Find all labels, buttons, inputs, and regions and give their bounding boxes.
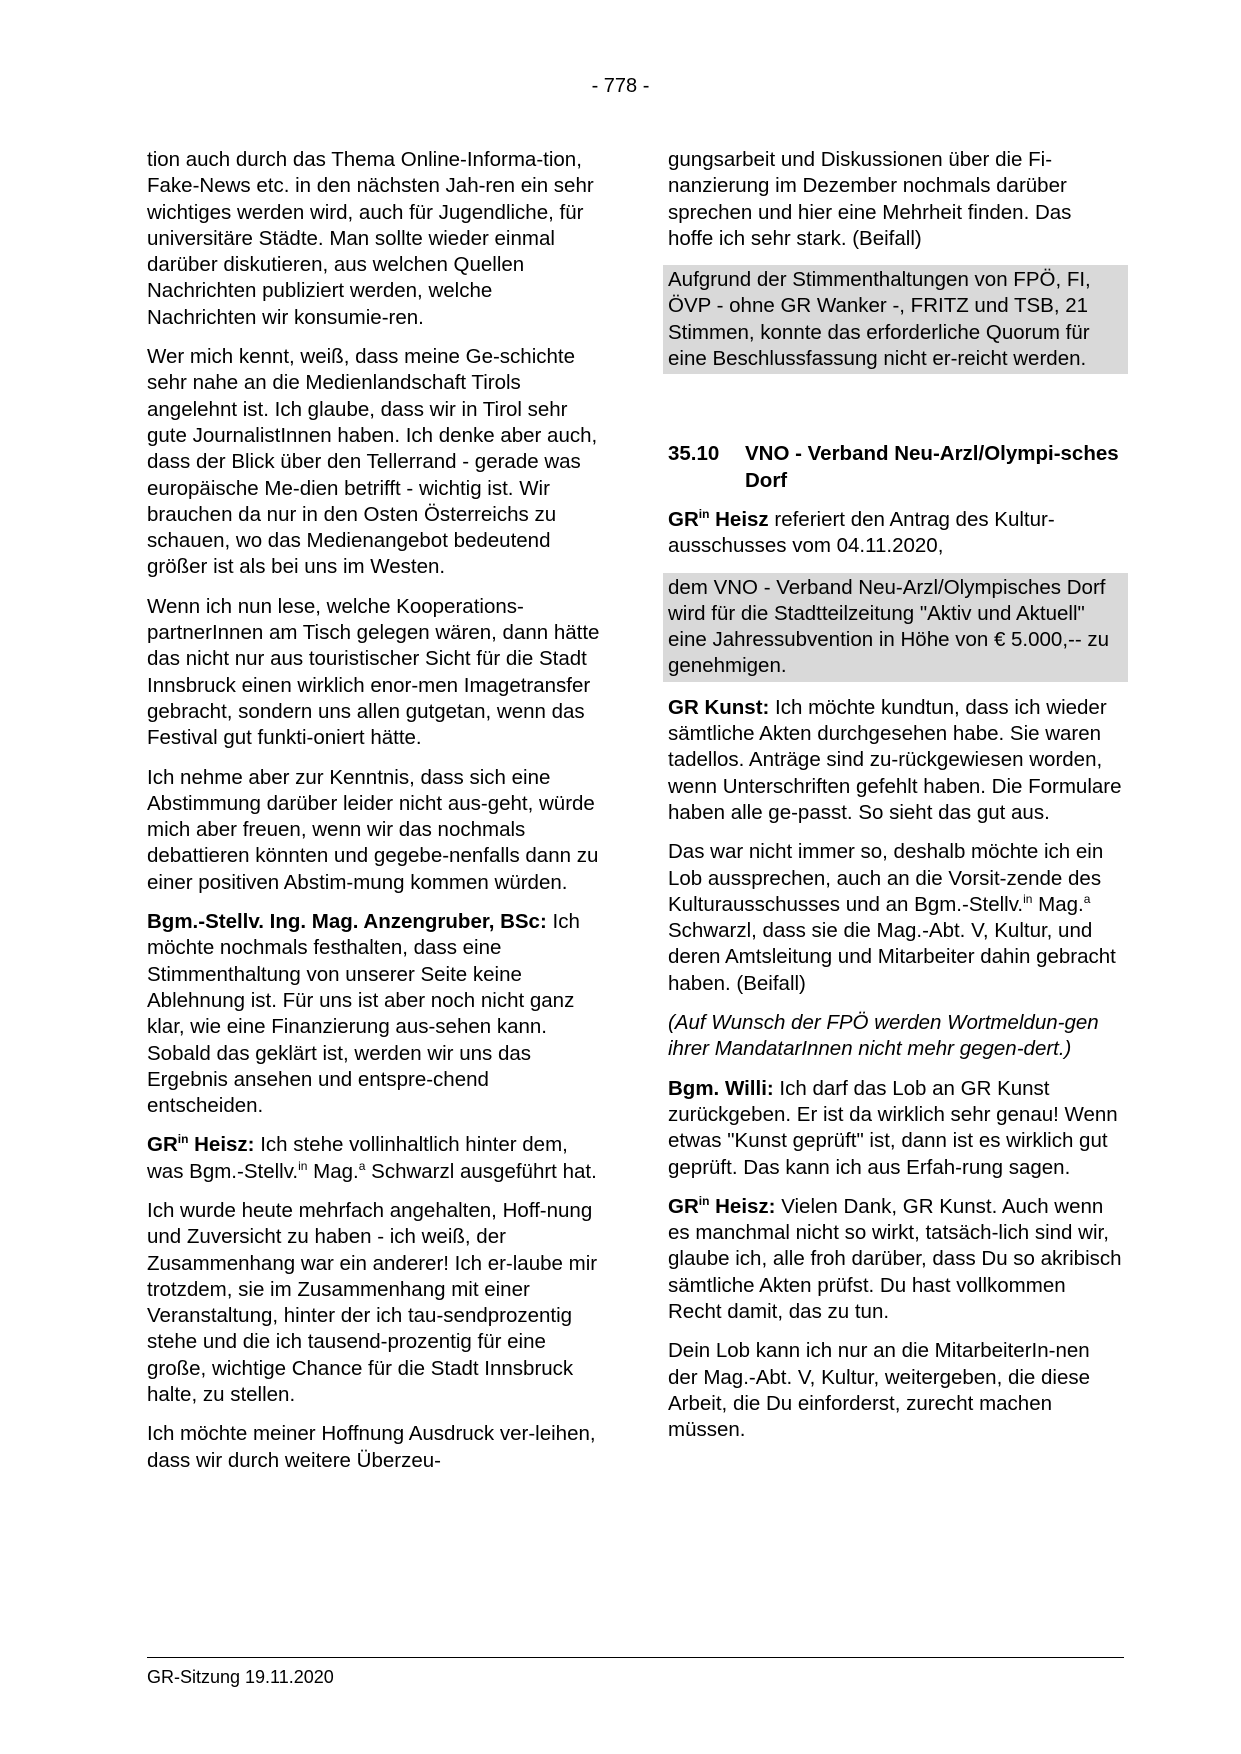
left-paragraph-2: Wer mich kennt, weiß, dass meine Ge-schichte sehr nahe an die Medienlandschaft Tirols angelehnt ist. Ich glaube, dass wir in Tirol sehr gute JournalistInnen haben. Ich denke aber auch, dass der Blick über den Tellerrand - gerade was europäische Me-dien betrifft - wichtig ist. Wir brauchen da nur in den Osten Österreichs zu schauen, wo das Medienangebot bedeutend größer ist als bei uns im Westen. [147,345,598,579]
speaker-anzengruber: Bgm.-Stellv. Ing. Mag. Anzengruber, BSc: [147,910,547,934]
left-column [147,147,601,1487]
left-paragraph-6: $GR^{in}$ Heisz: Ich stehe vollinhaltlich hinter dem, was Bgm.-Stellv.$^{in}$ Mag.$^a$ Schwarzl ausgeführt hat. [147,1132,597,1183]
left-paragraph-4: Ich nehme aber zur Kenntnis, dass sich eine Abstimmung darüber leider nicht aus-geht, würde mich aber freuen, wenn wir das nochmals debattieren könnten und gegebe-nenfalls dann zu einer positiven Abstim-mung kommen würden. [147,765,599,894]
right-paragraph-6: Bgm. Willi: Ich darf das Lob an GR Kunst zurückgeben. Er ist da wirklich sehr genau! Wenn etwas "Kunst geprüft" ist, dann ist es wirklich gut geprüft. Das kann ich aus Erfah-rung sagen. [668,1076,1118,1179]
footer-text: GR-Sitzung 19.11.2020 [147,1667,334,1687]
right-paragraph-8: Dein Lob kann ich nur an die MitarbeiterIn-nen der Mag.-Abt. V, Kultur, weitergeben, die diese Arbeit, die Du einforderst, zurecht machen müssen. [668,1339,1091,1442]
speaker-heisz: $GR^{in}$ Heisz: [147,1132,255,1157]
section-title: VNO - Verband Neu-Arzl/Olympi-sches Dorf [745,442,1119,492]
right-paragraph-3: GR Kunst: Ich möchte kundtun, dass ich wieder sämtliche Akten durchgesehen habe. Sie waren tadellos. Anträge sind zu-rückgewiesen worden, wenn Unterschriften gefehlt haben. Die Formulare haben alle ge-passt. So sieht das gut aus. [668,695,1122,824]
section-number: 35.10 [668,442,720,466]
right-column [668,147,1122,1456]
speaker-heisz: $GR^{in}$ Heisz [668,506,769,531]
motion-box: dem VNO - Verband Neu-Arzl/Olympisches Dorf wird für die Stadtteilzeitung "Aktiv und Aktuell" eine Jahressubvention in Höhe von € 5.000,-- zu genehmigen. [663,573,1128,682]
right-paragraph-7: $GR^{in}$ Heisz: Vielen Dank, GR Kunst. Auch wenn es manchmal nicht so wirkt, tatsäch-lich sind wir, glaube ich, alle froh darüber, dass Du so akribisch sämtliche Akten prüfst. Du hast vollkommen Recht damit, das zu tun. [668,1193,1122,1323]
right-paragraph-2: $GR^{in}$ Heisz referiert den Antrag des Kultur-ausschusses vom 04.11.2020, [668,506,1055,558]
left-paragraph-3: Wenn ich nun lese, welche Kooperations-partnerInnen am Tisch gelegen wären, dann hätte das nicht nur aus touristischer Sicht für die Stadt Innsbruck einen wirklich enor-men Imagetransfer gebracht, sondern uns allen gutgetan, wenn das Festival gut funkti-oniert hätte. [147,594,600,750]
page-number: - 778 - [591,75,650,97]
right-paragraph-5: (Auf Wunsch der FPÖ werden Wortmeldun-gen ihrer MandatarInnen nicht mehr gegen-dert.) [668,1011,1099,1061]
left-paragraph-5: Bgm.-Stellv. Ing. Mag. Anzengruber, BSc: Ich möchte nochmals festhalten, dass eine Stimmenthaltung von unserer Seite keine Ablehnung ist. Für uns ist aber noch nicht ganz klar, wie eine Finanzierung aus-sehen kann. Sobald das geklärt ist, werden wir uns das Ergebnis ansehen und entspre-chend entscheiden. [147,910,580,1118]
speaker-kunst: GR Kunst: [668,695,770,719]
resolution-box: Aufgrund der Stimmenthaltungen von FPÖ, FI, ÖVP - ohne GR Wanker -, FRITZ und TSB, 21 Stimmen, konnte das erforderliche Quorum für eine Beschlussfassung nicht er-reicht werden. [663,265,1128,374]
section-heading [668,441,1122,494]
left-paragraph-1: tion auch durch das Thema Online-Informa-tion, Fake-News etc. in den nächsten Jah-ren ein sehr wichtiges werden wird, auch für Jugendliche, für universitäre Städte. Man sollte wieder einmal darüber diskutieren, aus welchen Quellen Nachrichten publiziert werden, welche Nachrichten wir konsumie-ren. [147,148,594,329]
right-paragraph-4: Das war nicht immer so, deshalb möchte ich ein Lob aussprechen, auch an die Vorsit-zende des Kulturausschusses und an Bgm.-Stellv.$^{in}$ Mag.$^a$ Schwarzl, dass sie die Mag.-Abt. V, Kultur, und deren Amtsleitung und Mitarbeiter dahin gebracht haben. (Beifall) [668,840,1116,995]
left-paragraph-8: Ich möchte meiner Hoffnung Ausdruck ver-leihen, dass wir durch weitere Überzeu- [147,1422,596,1472]
footer-divider [147,1657,1124,1658]
speaker-willi: Bgm. Willi: [668,1076,774,1100]
right-paragraph-1: gungsarbeit und Diskussionen über die Fi-nanzierung im Dezember nochmals darüber sprechen und hier eine Mehrheit finden. Das hoffe ich sehr stark. (Beifall) [668,148,1072,250]
left-paragraph-7: Ich wurde heute mehrfach angehalten, Hoff-nung und Zuversicht zu haben - ich weiß, der Zusammenhang war ein anderer! Ich er-laube mir trotzdem, sie im Zusammenhang mit einer Veranstaltung, hinter der ich tau-sendprozentig stehe und die ich tausend-prozentig für eine große, wichtige Chance für die Stadt Innsbruck halte, zu stellen. [147,1198,598,1407]
speaker-heisz: $GR^{in}$ Heisz: [668,1193,776,1218]
